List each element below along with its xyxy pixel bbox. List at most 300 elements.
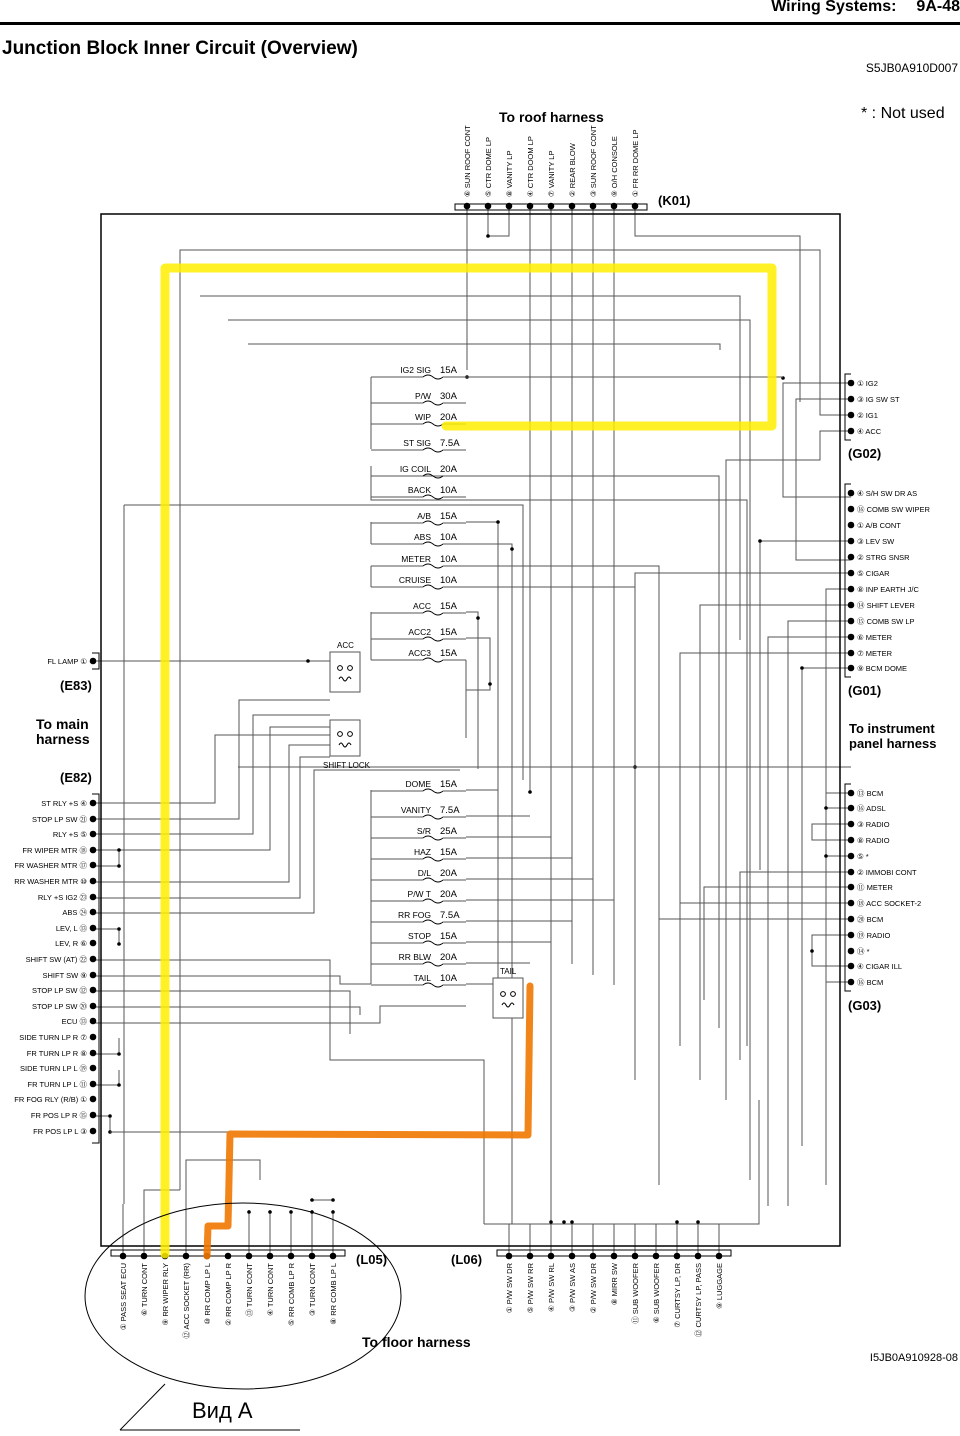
l06-pin-label: ⑨ LUGGAGE	[715, 1263, 724, 1309]
roof-pin-8	[611, 203, 618, 210]
l06-pin-11	[716, 1253, 723, 1260]
g03-pin-6	[848, 869, 855, 876]
fuse-acc2-rating: 15A	[440, 627, 457, 638]
instrument-harness-heading: panel harness	[849, 736, 937, 751]
wire-junction-dot	[117, 1052, 121, 1056]
g01-pin-label: ④ S/H SW DR AS	[857, 489, 918, 498]
wire-trace	[93, 960, 484, 1224]
wire-trace	[783, 383, 851, 497]
g03-pin-7	[848, 884, 855, 891]
wire-junction-dot	[268, 1210, 272, 1214]
e82-pin-label: LEV, L ⑬	[55, 924, 87, 933]
fuse-p-w-name: P/W	[414, 391, 431, 401]
highlighted-wiper-circuit	[165, 268, 772, 1254]
wire-junction-dot	[117, 927, 121, 931]
l06-pin-label: ③ P/W SW AS	[568, 1263, 577, 1312]
g02-pin-label: ③ IG SW ST	[857, 395, 900, 404]
g03-pin-label: ③ RADIO	[857, 820, 890, 829]
g02-pin-4	[848, 428, 855, 435]
fuse-abs-name: ABS	[413, 532, 431, 542]
e82-pin-label: ECU ⑬	[61, 1017, 87, 1026]
instrument-harness-heading: To instrument	[849, 721, 935, 736]
g02-pin-label: ④ ACC	[857, 427, 882, 436]
e82-pin-22	[90, 1128, 97, 1135]
wire-trace	[788, 621, 851, 1206]
wire-trace	[680, 653, 851, 1046]
roof-pin-3	[506, 203, 513, 210]
header-page-number: 9A-48	[916, 0, 960, 15]
g03-pin-1	[848, 790, 855, 797]
g02-pin-2	[848, 396, 855, 403]
e82-pin-label: SIDE TURN LP L ⑲	[20, 1064, 87, 1073]
g03-pin-5	[848, 853, 855, 860]
g01-pin-10	[848, 634, 855, 641]
wire-junction-dot	[331, 1210, 335, 1214]
l05-pin-label: ③ TURN CONT	[308, 1263, 317, 1316]
wire-junction-dot	[549, 1220, 553, 1224]
e82-pin-7	[90, 894, 97, 901]
g01-pin-label: ⑮ COMB SW LP	[857, 617, 915, 626]
e82-pin-label: STOP LP SW ⑳	[31, 1002, 87, 1011]
g03-pin-label: ⑪ METER	[857, 883, 893, 892]
wire-layer	[93, 206, 851, 1256]
fuse-cruise-name: CRUISE	[398, 575, 431, 585]
g03-pin-label: ⑭ *	[857, 947, 870, 956]
l05-pin-label: ⑨ RR WIPER RLY	[161, 1263, 170, 1326]
wire-trace	[93, 850, 119, 866]
e82-pin-label: SIDE TURN LP R ⑦	[19, 1033, 87, 1042]
l06-pin-label: ⑧ MIRR SW	[610, 1263, 619, 1306]
e82-pin-label: FR TURN LP R ⑧	[26, 1049, 87, 1058]
fuse-wip-name: WIP	[414, 412, 431, 422]
roof-pin-label: ⑦ VANITY LP	[547, 150, 556, 197]
wire-trace	[700, 605, 851, 1080]
roof-pin-9	[632, 203, 639, 210]
fuse-d-l-name: D/L	[417, 868, 431, 878]
wire-junction-dot	[824, 806, 828, 810]
fuse-cruise-rating: 10A	[440, 575, 457, 586]
e82-pin-label: ABS ㉔	[62, 908, 87, 917]
wire-junction-dot	[476, 616, 480, 620]
g01-pin-label: ⑯ COMB SW WIPER	[857, 505, 930, 514]
g03-pin-label: ⑲ RADIO	[857, 931, 891, 940]
wire-trace	[93, 715, 330, 834]
e82-pin-9	[90, 925, 97, 932]
roof-pin-5	[548, 203, 555, 210]
wire-junction-dot	[486, 234, 490, 238]
fuse-rr-blw-rating: 20A	[440, 952, 457, 963]
wire-trace	[93, 929, 119, 944]
l06-pin-label: ⑥ SUB WOOFER	[652, 1263, 661, 1324]
l06-pin-1	[506, 1253, 513, 1260]
fuse-abs-rating: 10A	[440, 532, 457, 543]
l06-pin-label: ⑦ CURTSY LP, DR	[673, 1263, 682, 1328]
wire-trace	[826, 793, 851, 808]
g01-pin-label: ① A/B CONT	[857, 521, 901, 530]
wire-trace	[93, 745, 330, 882]
roof-pin-label: ⑤ CTR DOME LP	[484, 136, 493, 197]
fuse-ig-coil-name: IG COIL	[399, 464, 431, 474]
fuse-ig2-sig-name: IG2 SIG	[400, 365, 431, 375]
e82-pin-label: FR WIPER MTR ⑱	[22, 846, 87, 855]
main-harness-heading: To main	[36, 716, 89, 732]
g03-pin-9	[848, 916, 855, 923]
connector-e82-label: (E82)	[60, 770, 92, 785]
wire-trace	[93, 976, 371, 984]
g01-pin-2	[848, 506, 855, 513]
fuse-rr-blw-name: RR BLW	[398, 952, 431, 962]
fuse-dome-rating: 15A	[440, 779, 457, 790]
g01-pin-label: ⑦ METER	[857, 649, 893, 658]
e82-pin-6	[90, 878, 97, 885]
g01-pin-1	[848, 490, 855, 497]
wire-trace	[466, 544, 512, 1224]
wire-trace	[93, 757, 330, 898]
tail-relay-label: TAIL	[500, 967, 517, 976]
wire-junction-dot	[696, 1220, 700, 1224]
wire-trace	[93, 1007, 360, 1015]
l06-pin-2	[527, 1253, 534, 1260]
g03-pin-label: ⑯ BCM	[857, 978, 884, 987]
fuse-a-b-name: A/B	[417, 511, 431, 521]
l05-pin-label: ⑩ RR COMP LP L	[203, 1263, 212, 1325]
g01-pin-11	[848, 650, 855, 657]
l05-pin-label: ② RR COMP LP R	[224, 1263, 233, 1326]
connector-g01-label: (G01)	[848, 683, 882, 698]
fuse-acc3-rating: 15A	[440, 648, 457, 659]
fuse-haz-rating: 15A	[440, 847, 457, 858]
wire-junction-dot	[306, 659, 310, 663]
l05-pin-7	[246, 1253, 253, 1260]
e82-pin-15	[90, 1018, 97, 1025]
wire-junction-dot	[117, 864, 121, 868]
wire-trace	[768, 637, 851, 1206]
g01-pin-label: ② STRG SNSR	[857, 553, 910, 562]
g03-pin-label: ④ CIGAR ILL	[857, 962, 903, 971]
g01-pin-label: ⑧ INP EARTH J/C	[857, 585, 919, 594]
e82-pin-label: FR WASHER MTR ⑰	[14, 861, 87, 870]
e82-pin-label: ST RLY +S ④	[41, 799, 87, 808]
roof-pin-label: ⑥ SUN ROOF CONT	[463, 125, 472, 197]
roof-pin-1	[464, 203, 471, 210]
l05-pin-label: ⑫ ACC SOCKET (RR)	[182, 1263, 191, 1339]
l06-pin-10	[695, 1253, 702, 1260]
l05-pin-4	[183, 1253, 190, 1260]
acc-relay-box	[330, 652, 360, 692]
g01-pin-label: ⑨ BCM DOME	[857, 664, 908, 673]
fuse-acc3-name: ACC3	[408, 648, 431, 658]
g03-pin-label: ⑱ ACC SOCKET-2	[857, 899, 922, 908]
g03-pin-8	[848, 900, 855, 907]
e82-pin-8	[90, 909, 97, 916]
e82-pin-11	[90, 956, 97, 963]
wire-junction-dot	[117, 942, 121, 946]
fuse-meter-name: METER	[401, 554, 431, 564]
g01-pin-label: ⑥ METER	[857, 633, 893, 642]
wire-junction-dot	[800, 666, 804, 670]
l05-pin-11	[330, 1253, 337, 1260]
e82-pin-20	[90, 1096, 97, 1103]
highlight-layer	[165, 268, 772, 1256]
e82-pin-label: STOP LP SW ㉑	[31, 815, 87, 824]
fuse-p-w-t-rating: 20A	[440, 889, 457, 900]
wire-trace	[760, 541, 851, 870]
fuse-back-rating: 10A	[440, 485, 457, 496]
e82-pin-12	[90, 972, 97, 979]
fuse-acc2-name: ACC2	[408, 627, 431, 637]
e82-pin-21	[90, 1112, 97, 1119]
wire-trace	[124, 505, 523, 780]
l06-pin-label: ④ P/W SW RL	[547, 1263, 556, 1312]
l05-pin-8	[267, 1253, 274, 1260]
fuse-acc-name: ACC	[413, 601, 431, 611]
fuse-vanity-rating: 7.5A	[440, 805, 460, 816]
g02-pin-label: ① IG2	[857, 379, 878, 388]
g02-pin-3	[848, 412, 855, 419]
l05-pin-label: ④ TURN CONT	[266, 1263, 275, 1316]
g01-pin-3	[848, 522, 855, 529]
page-title: Junction Block Inner Circuit (Overview)	[2, 38, 358, 59]
wire-junction-dot	[108, 1114, 112, 1118]
connector-l05-label: (L05)	[356, 1252, 388, 1267]
g03-pin-3	[848, 821, 855, 828]
e82-pin-label: RR WASHER MTR ⑩	[14, 877, 87, 886]
wire-trace	[93, 700, 330, 819]
g03-pin-label: ⑬ BCM	[857, 789, 884, 798]
g03-pin-2	[848, 805, 855, 812]
fuse-meter-rating: 10A	[440, 554, 457, 565]
g01-pin-5	[848, 554, 855, 561]
wire-junction-dot	[247, 1210, 251, 1214]
wire-junction-dot	[496, 520, 500, 524]
roof-pin-label: ④ CTR DOOM LP	[526, 136, 535, 197]
main-harness-heading: harness	[36, 731, 90, 747]
roof-pin-label: ③ SUN ROOF CONT	[589, 125, 598, 197]
e82-pin-label: LEV, R ⑥	[55, 939, 87, 948]
fuse-d-l-rating: 20A	[440, 868, 457, 879]
tail-relay-box	[493, 978, 523, 1018]
l05-pin-9	[288, 1253, 295, 1260]
e82-pin-5	[90, 862, 97, 869]
junction-block-outline	[101, 214, 840, 1246]
e82-pin-label: FR FOG RLY (R/B) ①	[14, 1095, 87, 1104]
e82-pin-14	[90, 1003, 97, 1010]
acc-relay-label: ACC	[337, 641, 354, 650]
e82-pin-18	[90, 1065, 97, 1072]
fuse-ig2-sig-rating: 15A	[440, 365, 457, 376]
e82-pin-label: RLY +S ⑤	[52, 830, 87, 839]
fuse-dome-name: DOME	[405, 779, 431, 789]
wire-trace	[248, 344, 720, 350]
g03-pin-10	[848, 932, 855, 939]
wire-trace	[93, 1006, 466, 1023]
e82-pin-label: FR POS LP R ⑮	[30, 1111, 87, 1120]
g01-pin-6	[848, 570, 855, 577]
roof-pin-7	[590, 203, 597, 210]
connector-k01-label: (K01)	[658, 193, 691, 208]
g03-pin-11	[848, 948, 855, 955]
g03-pin-label: ⑤ *	[857, 852, 869, 861]
connector-e82-bracket	[92, 794, 99, 1143]
g03-pin-label: ⑳ BCM	[857, 915, 884, 924]
fuse-p-w-t-name: P/W T	[407, 889, 431, 899]
e82-pin-1	[90, 800, 97, 807]
fuse-haz-name: HAZ	[414, 847, 431, 857]
e82-pin-17	[90, 1050, 97, 1057]
l06-pin-4	[569, 1253, 576, 1260]
roof-pin-6	[569, 203, 576, 210]
g02-pin-1	[848, 380, 855, 387]
roof-pin-label: ② REAR BLOW	[568, 143, 577, 197]
l05-pin-label: ⑧ RR COMB LP L	[329, 1263, 338, 1325]
l05-pin-1	[120, 1253, 127, 1260]
floor-harness-heading: To floor harness	[362, 1334, 471, 1350]
l06-pin-label: ⑪ SUB WOOFER	[631, 1263, 640, 1324]
g01-pin-9	[848, 618, 855, 625]
fuse-wip-rating: 20A	[440, 412, 457, 423]
wire-junction-dot	[570, 1220, 574, 1224]
fuse-st-sig-rating: 7.5A	[440, 438, 460, 449]
fuse-vanity-name: VANITY	[400, 805, 431, 815]
e83-pin-label: FL LAMP ①	[47, 657, 87, 666]
fuse-rr-fog-name: RR FOG	[397, 910, 431, 920]
figure-code-top: S5JB0A910D007	[865, 61, 958, 75]
view-a-leader-line	[120, 1384, 165, 1430]
e82-pin-label: FR TURN LP L ⑪	[27, 1080, 87, 1089]
wire-trace	[635, 573, 851, 612]
e82-pin-3	[90, 831, 97, 838]
l05-pin-2	[141, 1253, 148, 1260]
g01-pin-7	[848, 586, 855, 593]
wire-junction-dot	[675, 1220, 679, 1224]
not-used-note: * : Not used	[861, 105, 945, 122]
roof-pin-4	[527, 203, 534, 210]
g01-pin-8	[848, 602, 855, 609]
e82-pin-19	[90, 1081, 97, 1088]
g03-pin-label: ⑯ ADSL	[857, 804, 886, 813]
g02-pin-label: ② IG1	[857, 411, 878, 420]
wire-trace	[466, 566, 659, 1185]
wire-junction-dot	[824, 854, 828, 858]
l05-pin-label: ⑥ TURN CONT	[140, 1263, 149, 1316]
roof-pin-label: ⑨ O/H CONSOLE	[610, 136, 619, 197]
l06-pin-label: ⑫ CURTSY LP, PASS	[694, 1263, 703, 1338]
connector-e83-label: (E83)	[60, 678, 92, 693]
e82-pin-label: SHIFT SW ⑨	[42, 971, 87, 980]
roof-pin-label: ⑧ VANITY LP	[505, 150, 514, 197]
g03-pin-12	[848, 963, 855, 970]
fuse-stop-name: STOP	[408, 931, 431, 941]
g01-pin-label: ③ LEV SW	[857, 537, 895, 546]
roof-harness-heading: To roof harness	[499, 109, 604, 125]
connector-g03-label: (G03)	[848, 998, 882, 1013]
g03-pin-label: ⑧ RADIO	[857, 836, 890, 845]
connector-g02-label: (G02)	[848, 446, 882, 461]
e82-pin-10	[90, 940, 97, 947]
g01-pin-label: ⑤ CIGAR	[857, 569, 890, 578]
fuse-s-r-rating: 25A	[440, 826, 457, 837]
wire-junction-dot	[528, 790, 532, 794]
wire-junction-dot	[117, 848, 121, 852]
l06-pin-5	[590, 1253, 597, 1260]
e82-pin-label: STOP LP SW ⑫	[31, 986, 87, 995]
wire-trace	[228, 320, 750, 1180]
e82-pin-13	[90, 987, 97, 994]
l05-pin-6	[225, 1253, 232, 1260]
g03-pin-13	[848, 979, 855, 986]
l06-pin-3	[548, 1253, 555, 1260]
view-a-callout-ellipse	[85, 1203, 401, 1389]
fuse-a-b-rating: 15A	[440, 511, 457, 522]
wire-junction-dot	[331, 1198, 335, 1202]
l06-pin-6	[611, 1253, 618, 1260]
wire-trace	[93, 991, 350, 1034]
fuse-back-name: BACK	[407, 485, 431, 495]
l05-pin-label: ⑤ RR COMB LP R	[287, 1263, 296, 1326]
e82-pin-2	[90, 816, 97, 823]
wire-trace	[466, 522, 498, 1008]
e82-pin-16	[90, 1034, 97, 1041]
l06-pin-label: ⑤ P/W SW RR	[526, 1263, 535, 1314]
e82-pin-4	[90, 847, 97, 854]
wire-junction-dot	[562, 1220, 566, 1224]
roof-pin-label: ① FR RR DOME LP	[631, 129, 640, 197]
fuse-s-r-name: S/R	[416, 826, 431, 836]
e82-pin-label: RLY +S IG2 ㉓	[37, 893, 87, 902]
l06-pin-label: ① P/W SW DR	[505, 1263, 514, 1314]
wire-junction-dot	[758, 539, 762, 543]
wire-junction-dot	[310, 1198, 314, 1202]
wire-junction-dot	[117, 1083, 121, 1087]
highlighted-rr-comp-circuit	[207, 986, 530, 1256]
wire-trace	[93, 1070, 119, 1085]
connector-l06-label: (L06)	[451, 1252, 483, 1267]
wire-junction-dot	[810, 949, 814, 953]
fuse-p-w-rating: 30A	[440, 391, 457, 402]
l06-pin-8	[653, 1253, 660, 1260]
connector-g01-bracket	[845, 484, 851, 677]
shift-lock-relay-box	[330, 720, 360, 756]
e82-pin-label: FR POS LP L ③	[33, 1127, 87, 1136]
g03-pin-4	[848, 837, 855, 844]
l06-pin-7	[632, 1253, 639, 1260]
e83-pin-1	[90, 658, 97, 665]
fuse-stop-rating: 15A	[440, 931, 457, 942]
fuse-rr-fog-rating: 7.5A	[440, 910, 460, 921]
l06-pin-9	[674, 1253, 681, 1260]
fuse-ig-coil-rating: 20A	[440, 464, 457, 475]
g01-pin-4	[848, 538, 855, 545]
l05-pin-10	[309, 1253, 316, 1260]
wire-junction-dot	[289, 1210, 293, 1214]
g03-pin-label: ② IMMOBI CONT	[857, 868, 917, 877]
g01-pin-12	[848, 665, 855, 672]
l06-pin-label: ② P/W SW DR	[589, 1263, 598, 1314]
wire-trace	[796, 399, 851, 560]
header-section: Wiring Systems:	[771, 0, 897, 15]
l05-pin-label: ① PASS SEAT ECU	[119, 1263, 128, 1331]
label-layer	[14, 109, 936, 1350]
fuse-tail-name: TAIL	[413, 973, 431, 983]
annotation-layer	[85, 1203, 401, 1430]
wire-trace	[93, 1038, 119, 1054]
e82-pin-label: SHIFT SW (AT) ㉒	[25, 955, 87, 964]
roof-pin-2	[485, 203, 492, 210]
wire-junction-dot	[510, 547, 514, 551]
figure-code-bottom: I5JB0A910928-08	[869, 1352, 958, 1364]
fuse-acc-rating: 15A	[440, 601, 457, 612]
fuse-st-sig-name: ST SIG	[403, 438, 431, 448]
